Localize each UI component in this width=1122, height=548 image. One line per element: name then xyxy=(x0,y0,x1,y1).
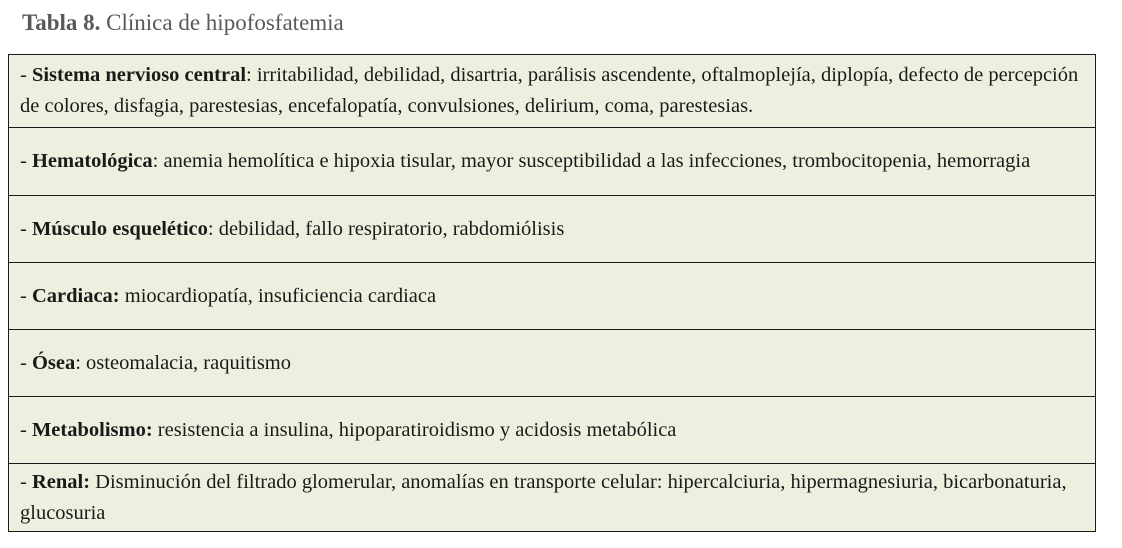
row-description: : debilidad, fallo respiratorio, rabdomiólisis xyxy=(207,217,565,240)
row-dash: - xyxy=(20,217,32,240)
table-row-hematologic xyxy=(9,128,1095,196)
row-text xyxy=(20,214,564,245)
row-description: : irritabilidad, debilidad, disartria, parálisis ascendente, oftalmoplejía, diplopía, defecto de percepción de colores, disfagia, parestesias, encefalopatía, convulsiones, delirium, coma, parestesias. xyxy=(20,64,1079,117)
table-row-cardiac xyxy=(9,263,1095,330)
row-text xyxy=(20,60,1089,122)
row-text xyxy=(20,415,676,446)
row-description: : osteomalacia, raquitismo xyxy=(75,351,291,374)
row-description: : anemia hemolítica e hipoxia tisular, mayor susceptibilidad a las infecciones, trombocitopenia, hemorragia xyxy=(152,150,1031,172)
row-term: Metabolismo: xyxy=(31,418,153,441)
row-text xyxy=(20,467,1089,529)
row-text xyxy=(20,281,436,312)
row-dash: - xyxy=(20,64,32,86)
row-term: Ósea xyxy=(31,351,76,374)
row-description: Disminución del filtrado glomerular, anomalías en transporte celular: hipercalciuria, hipermagnesiuria, bicarbonaturia, glucosuria xyxy=(20,470,1067,524)
row-dash: - xyxy=(20,351,32,374)
row-text xyxy=(20,348,291,379)
table-row-musculoskeletal xyxy=(9,196,1095,263)
row-description: miocardiopatía, insuficiencia cardiaca xyxy=(119,284,437,307)
row-description: resistencia a insulina, hipoparatiroidismo y acidosis metabólica xyxy=(152,418,677,441)
table-number: Tabla 8. xyxy=(22,10,101,35)
row-term: Renal: xyxy=(31,470,91,493)
row-dash: - xyxy=(20,418,32,441)
row-term: Cardiaca: xyxy=(31,284,120,307)
table-caption xyxy=(22,8,344,38)
table-row-nervous-system xyxy=(9,55,1095,128)
table-row-metabolism xyxy=(9,397,1095,464)
row-term: Sistema nervioso central xyxy=(31,64,247,86)
table-title: Clínica de hipofosfatemia xyxy=(100,10,344,35)
row-term: Músculo esquelético xyxy=(31,217,208,240)
row-dash: - xyxy=(20,150,32,172)
row-text xyxy=(20,146,1030,177)
table-row-renal xyxy=(9,464,1095,532)
table-row-bone xyxy=(9,330,1095,397)
symptoms-table xyxy=(8,54,1096,532)
row-term: Hematológica xyxy=(31,150,153,172)
row-dash: - xyxy=(20,284,32,307)
row-dash: - xyxy=(20,470,32,493)
